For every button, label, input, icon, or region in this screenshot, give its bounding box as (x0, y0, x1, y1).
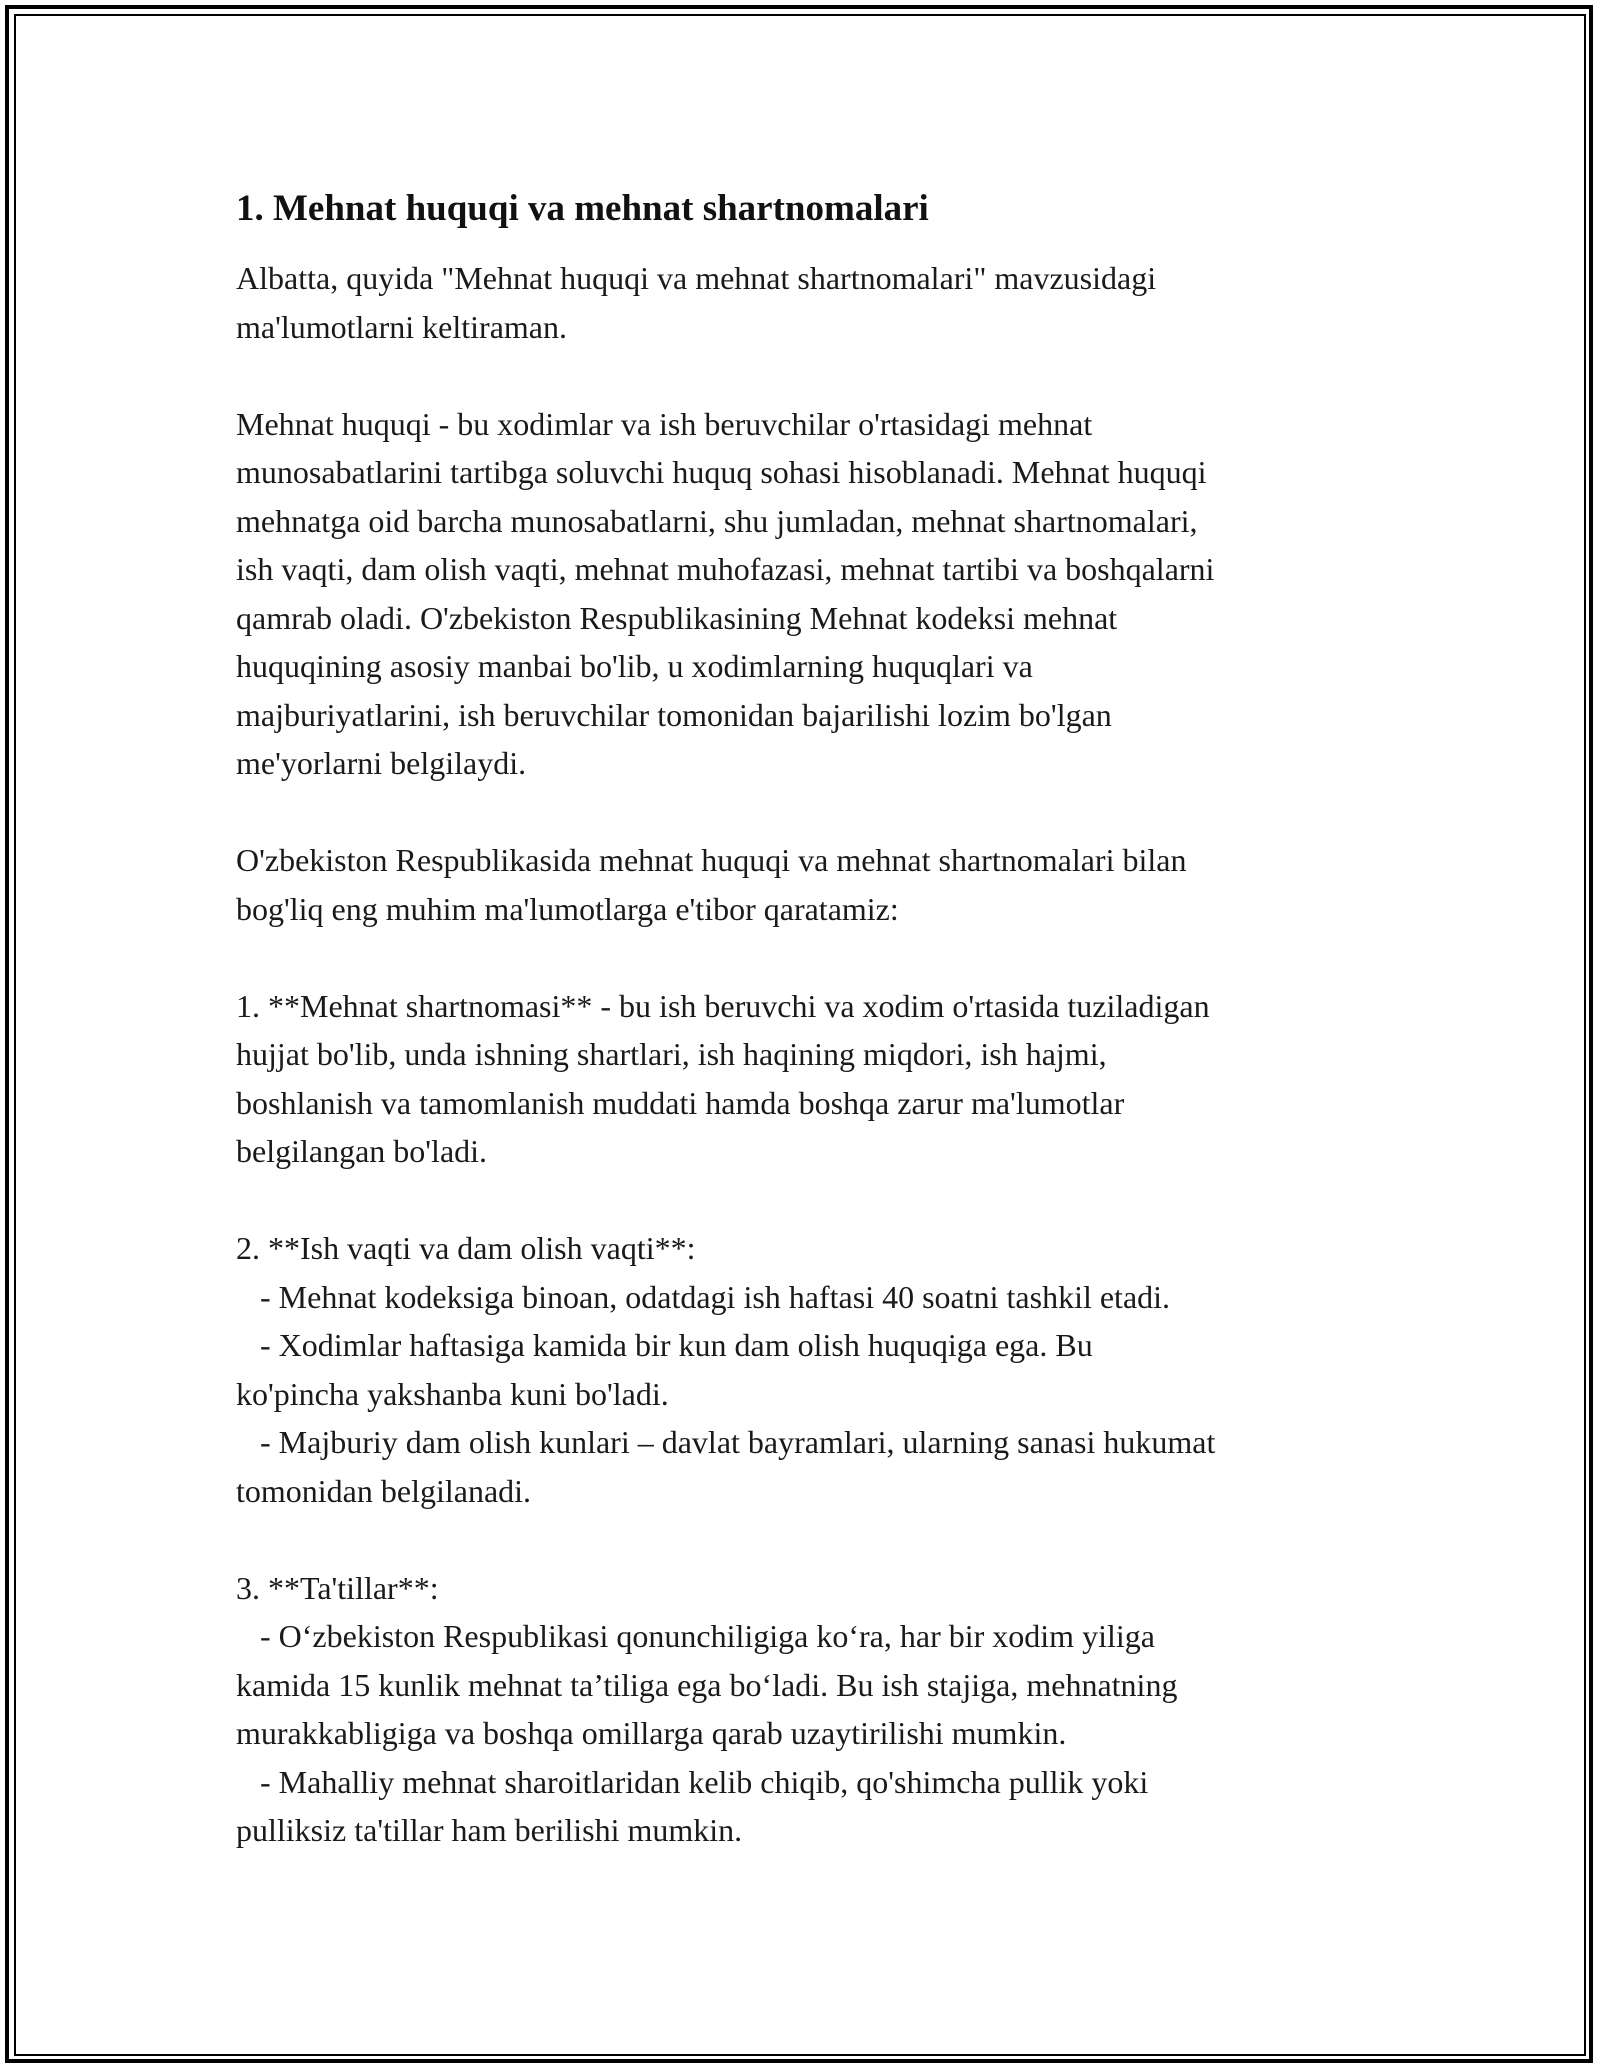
list-item-contract: 1. **Mehnat shartnomasi** - bu ish beruvchi va xodim o'rtasida tuziladigan hujjat bo'lib, unda ishning shartlari, ish haqining miqdori, ish hajmi, boshlanish va tamomlanish muddati hamda boshqa zarur ma'lumotlar belgilangan bo'ladi. (236, 987, 1210, 1169)
focus-paragraph: O'zbekiston Respublikasida mehnat huquqi va mehnat shartnomalari bilan bog'liq eng muhim ma'lumotlarga e'tibor qaratamiz: (236, 842, 1187, 927)
intro-paragraph: Albatta, quyida "Mehnat huquqi va mehnat shartnomalari" mavzusidagi ma'lumotlarni keltiraman. (236, 260, 1157, 345)
section-heading: 1. Mehnat huquqi va mehnat shartnomalari (236, 188, 929, 229)
paragraph-gap (236, 1515, 1366, 1564)
paragraph-gap (236, 933, 1366, 982)
list-item-vacations: 3. **Ta'tillar**: - O‘zbekiston Respublikasi qonunchiligiga ko‘ra, har bir xodim yiliga kamida 15 kunlik mehnat ta’tiliga ega bo‘ladi. Bu ish stajiga, mehnatning murakkabligiga va boshqa omillarga qarab uzaytirilishi mumkin. - Mahalliy mehnat sharoitlaridan kelib chiqib, qo'shimcha pullik yoki pulliksiz ta'tillar ham berilishi mumkin. (236, 1569, 1178, 1848)
paragraph-gap (236, 351, 1366, 400)
document-body (236, 186, 1366, 1855)
paragraph-gap (236, 1176, 1366, 1225)
definition-paragraph: Mehnat huquqi - bu xodimlar va ish beruvchilar o'rtasidagi mehnat munosabatlarini tartibga soluvchi huquq sohasi hisoblanadi. Mehnat huquqi mehnatga oid barcha munosabatlarni, shu jumladan, mehnat shartnomalari, ish vaqti, dam olish vaqti, mehnat muhofazasi, mehnat tartibi va boshqalarni qamrab oladi. O'zbekiston Respublikasining Mehnat kodeksi mehnat huquqining asosiy manbai bo'lib, u xodimlarning huquqlari va majburiyatlarini, ish beruvchilar tomonidan bajarilishi lozim bo'lgan me'yorlarni belgilaydi. (236, 405, 1215, 781)
list-item-work-time: 2. **Ish vaqti va dam olish vaqti**: - Mehnat kodeksiga binoan, odatdagi ish haftasi 40 soatni tashkil etadi. - Xodimlar haftasiga kamida bir kun dam olish huquqiga ega. Bu ko'pincha yakshanba kuni bo'ladi. - Majburiy dam olish kunlari – davlat bayramlari, ularning sanasi hukumat tomonidan belgilanadi. (236, 1230, 1216, 1509)
paragraph-gap (236, 788, 1366, 837)
